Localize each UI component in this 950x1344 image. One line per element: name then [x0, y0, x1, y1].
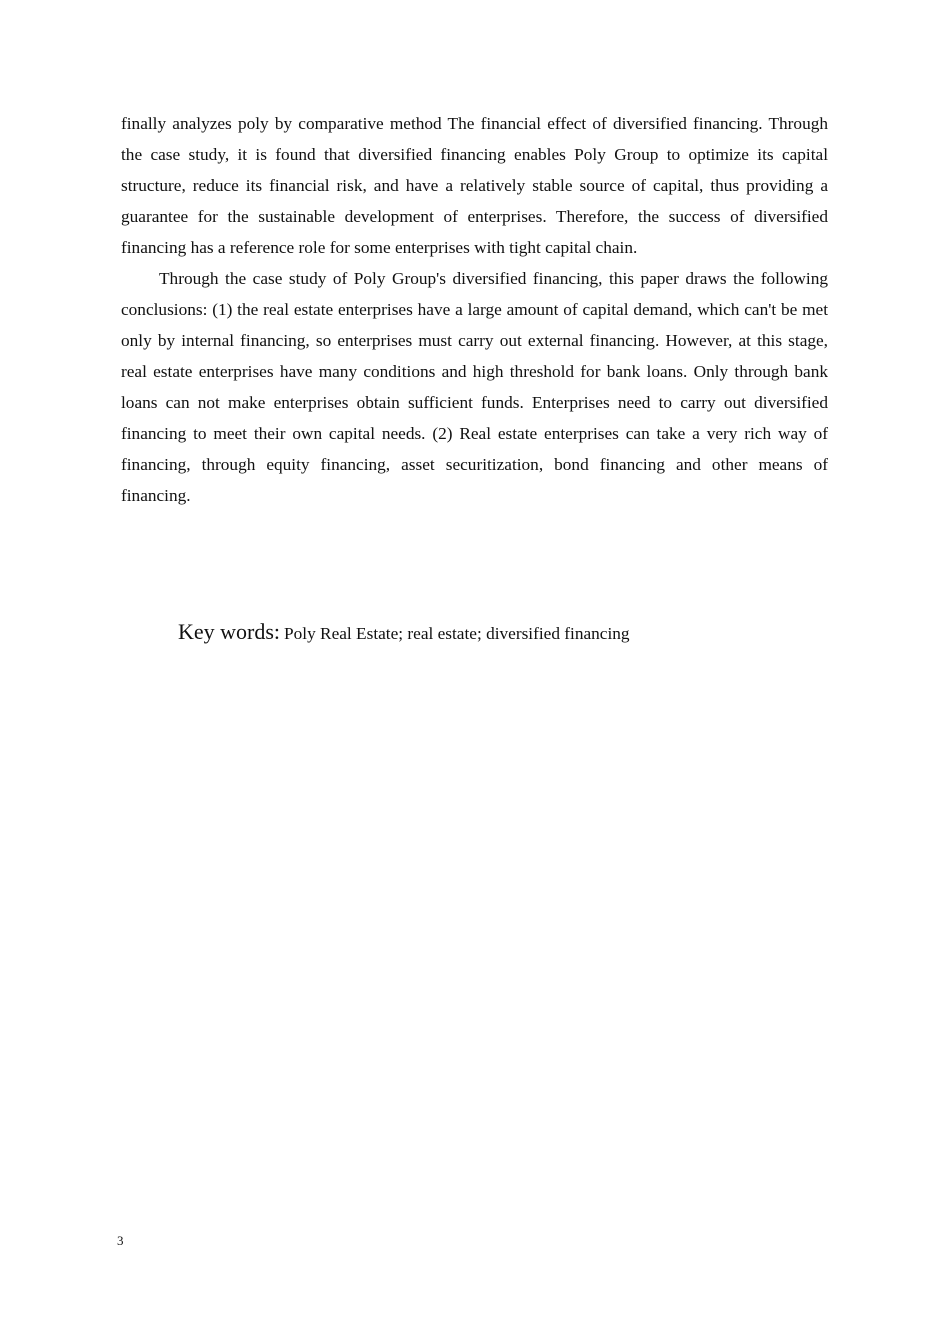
keywords-line [178, 616, 828, 651]
keywords-label: Key words: [178, 619, 281, 644]
page-number: 3 [117, 1233, 124, 1248]
keywords-value: Poly Real Estate; real estate; diversified financing [284, 624, 630, 643]
abstract-body [121, 108, 828, 511]
abstract-paragraph-conclusions: Through the case study of Poly Group's diversified financing, this paper draws the following conclusions: (1) the real estate enterprises have a large amount of capital demand, which can't be met only by internal financing, so enterprises must carry out external financing. However, at this stage, real estate enterprises have many conditions and high threshold for bank loans. Only through bank loans can not make enterprises obtain sufficient funds. Enterprises need to carry out diversified financing to meet their own capital needs. (2) Real estate enterprises can take a very rich way of financing, through equity financing, asset securitization, bond financing and other means of financing. [121, 269, 828, 505]
abstract-paragraph-continued: finally analyzes poly by comparative method The financial effect of diversified financing. Through the case study, it is found that diversified financing enables Poly Group to optimize its capital structure, reduce its financial risk, and have a relatively stable source of capital, thus providing a guarantee for the sustainable development of enterprises. Therefore, the success of diversified financing has a reference role for some enterprises with tight capital chain. [121, 114, 828, 257]
